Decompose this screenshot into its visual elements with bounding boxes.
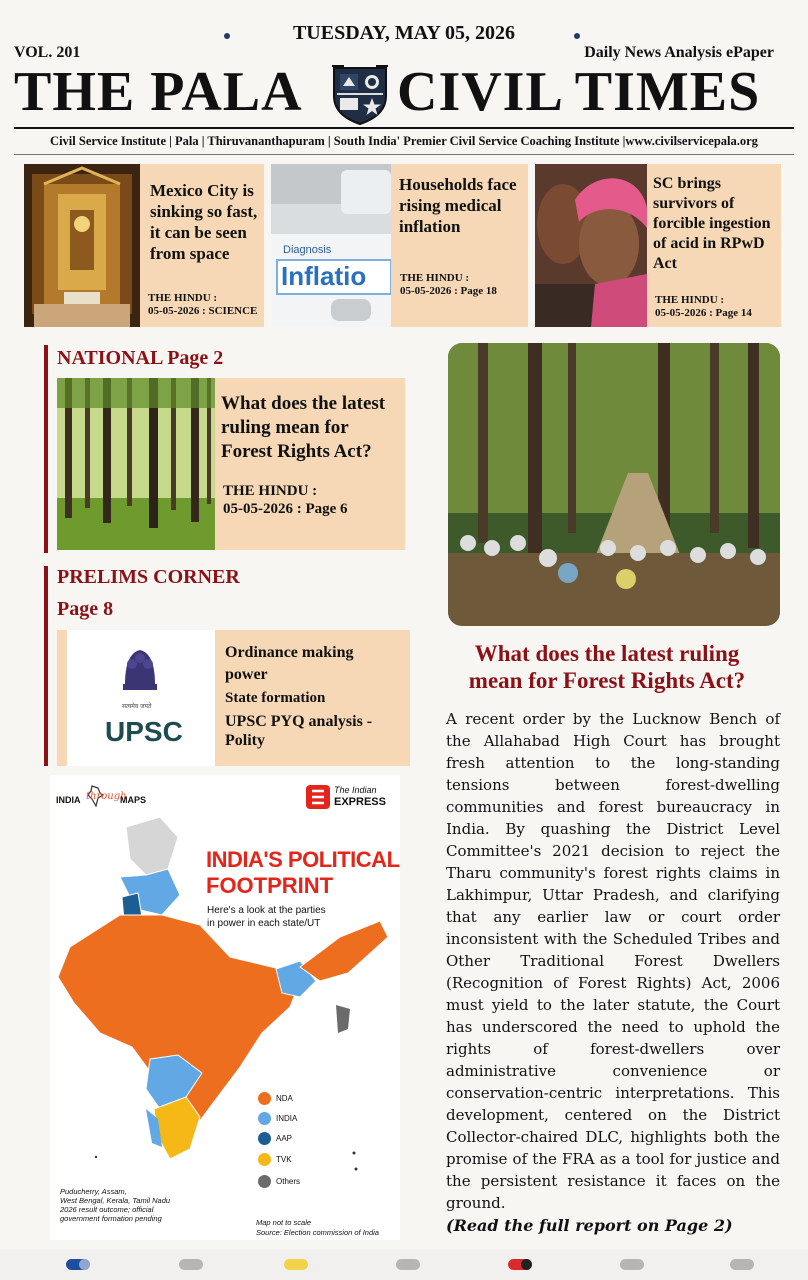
prelims-card[interactable] [57,630,410,766]
top-story-card[interactable] [271,164,528,327]
top-story-source: THE HINDU : [148,292,218,304]
legend-swatch [258,1112,271,1125]
masthead-rule [14,127,794,129]
cathedral-altar-image [24,164,140,327]
top-story-ref: 05-05-2026 : SCIENCE [148,305,258,317]
image-caption-inflation: Inflatio [281,261,367,291]
top-story-title: Mexico City is sinking so fast, it can be seen from space [150,181,258,263]
india-states-map [50,797,400,1177]
main-story-headline: What does the latest ruling mean for Forest Rights Act? [468,641,746,693]
legend-swatch [258,1175,271,1188]
issue-date: TUESDAY, MAY 05, 2026 [292,22,516,44]
national-story-source: THE HINDU : [223,483,318,499]
map-footnote: Puducherry, Assam, [60,1187,127,1196]
top-story-title: SC brings survivors of forcible ingestion of acid in RPwD Act [653,175,771,272]
political-map-infographic[interactable] [50,775,400,1240]
legend-label: NDA [276,1094,293,1103]
map-title-line2: FOOTPRINT [206,873,334,898]
footer-tab-pill[interactable] [620,1259,644,1270]
image-caption-diagnosis: Diagnosis [283,244,332,256]
footer-tab-pill[interactable] [396,1259,420,1270]
top-story-title: Households face rising medical inflation [399,175,517,236]
map-brand-right: MAPS [120,795,147,805]
masthead-right: CIVIL TIMES [397,61,761,123]
legend-swatch [258,1153,271,1166]
top-story-card[interactable] [24,164,264,327]
map-footnote: 2026 result outcome; official [60,1205,154,1214]
upsc-logo-text: UPSC [105,716,183,747]
forest-trees-image [57,378,215,550]
map-source-note: Source: Election commission of India [256,1228,379,1237]
publisher-bottom: EXPRESS [334,796,386,808]
footer-tab-pill[interactable] [179,1259,203,1270]
read-more-link[interactable]: (Read the full report on Page 2) [446,1216,733,1235]
main-story-body: A recent order by the Lucknow Bench of the Allahabad High Court has brought fresh attention to the long-standing tensions between forest-dwelling communities and forest bureaucracy in India. By quashing the District Level Committee's 2021 decision to reject the Tharu community's forest rights claims in Lakhimpur, Uttar Pradesh, and clarifying that any earlier law or court order inconsistent with the Scheduled Tribes and Other Traditional Forest Dwellers (Recognition of Forest Rights) Act, 2006 must yield to the later statute, the Court has underscored the need to uphold the rights of forest-dwellers over administrative convenience or conservation-centric interpretations. This development, centered on the District Collector-chaired DLC, highlights both the promise of the FRA as a tool for justice and the persistent resistance it faces on the ground. [446,710,780,1212]
institute-crest-icon [328,62,392,126]
map-scale-note: Map not to scale [256,1218,312,1227]
prelims-topic-3: UPSC PYQ analysis - Polity [225,713,373,749]
masthead-left: THE PALA [14,61,303,123]
top-story-ref: 05-05-2026 : Page 14 [655,307,752,319]
forest-community-photo[interactable] [448,343,780,626]
national-story-title: What does the latest ruling mean for Forest Rights Act? [221,393,386,462]
map-subtitle-line1: Here's a look at the parties [207,905,326,916]
top-story-source: THE HINDU : [655,294,725,306]
map-footnote: West Bengal, Kerala, Tamil Nadu [60,1196,171,1205]
legend-label: Others [276,1177,301,1186]
prelims-topic-1: Ordinance making power [225,644,354,683]
map-brand-left: INDIA [56,795,81,805]
map-title-line1: INDIA'S POLITICAL [206,847,400,872]
legend-label: TVK [276,1155,292,1164]
legend-label: AAP [276,1134,293,1143]
survivors-photo-image [535,164,647,327]
section-accent-bar [44,566,48,766]
prelims-section-page: Page 8 [57,598,114,620]
edition-label: Daily News Analysis ePaper [584,44,774,61]
legend-label: INDIA [276,1114,298,1123]
emblem-caption: सत्यमेव जयते [122,703,152,710]
publisher-top: The Indian [334,785,377,795]
prelims-topic-2: State formation [225,690,326,706]
legend-swatch [258,1132,271,1145]
map-brand-mid: through [86,791,127,802]
national-emblem-icon [117,644,163,700]
legend-swatch [258,1092,271,1105]
institute-tagline: Civil Service Institute | Pala | Thiruvananthapuram | South India' Premier Civil Service Coaching Institute |www.civilservicepala.org [50,134,758,148]
map-footnote: government formation pending [60,1214,162,1223]
top-story-source: THE HINDU : [400,272,470,284]
top-story-ref: 05-05-2026 : Page 18 [400,285,497,297]
volume-number: VOL. 201 [14,44,81,61]
national-story-card[interactable] [57,378,405,550]
section-accent-bar [44,345,48,553]
tagline-rule [14,154,794,155]
top-story-card[interactable] [535,164,781,327]
national-section-heading: NATIONAL Page 2 [57,347,224,369]
national-story-ref: 05-05-2026 : Page 6 [223,501,348,517]
map-subtitle-line2: in power in each state/UT [207,918,321,929]
footer-tab-pill[interactable] [284,1259,308,1270]
prelims-section-heading: PRELIMS CORNER [57,566,240,588]
footer-tab-pill[interactable] [508,1259,532,1270]
footer-tab-pill[interactable] [730,1259,754,1270]
footer-tab-pill[interactable] [66,1259,90,1270]
